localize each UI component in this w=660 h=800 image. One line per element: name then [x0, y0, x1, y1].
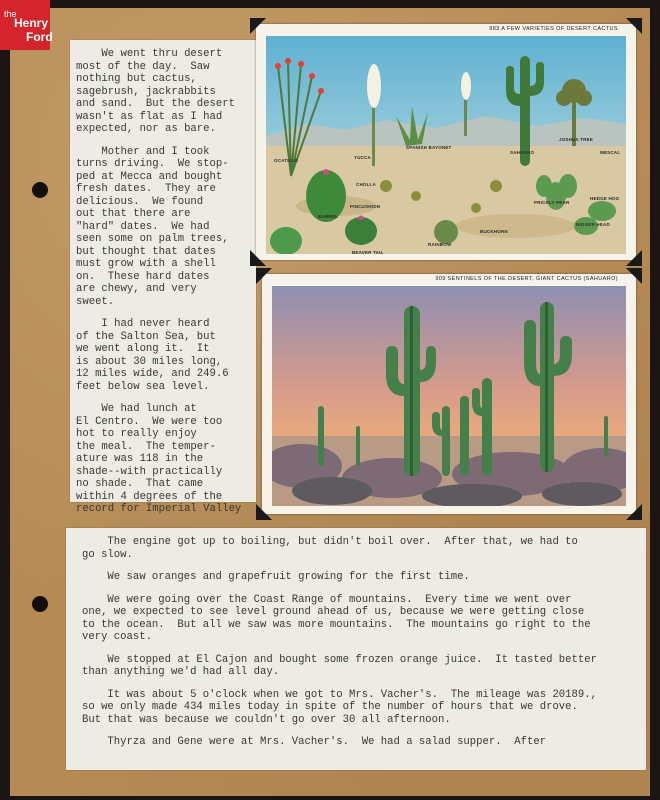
- label-sahuaro: SAHUARO: [510, 150, 535, 155]
- photo-corner: [250, 18, 266, 34]
- logo-text-the: the: [4, 9, 17, 19]
- label-hedge-hog: HEDGE HOG: [590, 196, 620, 201]
- photo-corner: [256, 268, 272, 284]
- label-beaver-tail: BEAVER TAIL: [352, 250, 384, 255]
- postcard-desert-cactus: [256, 24, 636, 260]
- note-paragraph: We went thru desert most of the day. Saw nothing but cactus, sagebrush, jackrabbits and sand. But the desert wasn't as flat as I had expected, nor as bare.: [76, 48, 235, 135]
- note-paragraph: Thyrza and Gene were at Mrs. Vacher's. We had a salad supper. After: [82, 736, 547, 748]
- henry-ford-logo: [0, 0, 53, 50]
- note-paragraph: Mother and I took turns driving. We stop- ped at Mecca and bought fresh dates. They are delicious. We found out that there are "hard" dates. We had seen some on palm trees, but thought that dates must grow with a shell on. These hard dates are chewy, and very sweet.: [76, 145, 229, 308]
- label-buckhorn: BUCKHORN: [480, 229, 508, 234]
- postcard-sentinels-of-the-desert: [262, 274, 636, 514]
- logo-text-ford: Ford: [26, 30, 53, 44]
- label-prickly-pear: PRICKLY PEAR: [534, 200, 570, 205]
- typed-note-left: [70, 40, 256, 515]
- label-cholla: CHOLLA: [356, 182, 376, 187]
- note-paragraph: We had lunch at El Centro. We were too hot to really enjoy the meal. The temper- ature was 118 in the shade--with practically no shade. That came within 4 degrees of the record for Imperial Valley: [76, 403, 242, 515]
- label-joshua-tree: JOSHUA TREE: [559, 137, 594, 142]
- note-paragraph: It was about 5 o'clock when we got to Mrs. Vacher's. The mileage was 20189., so we only made 434 miles today in spite of the number of hours that we drove. But that was because we couldn't go over 30 all afternoon.: [82, 688, 597, 726]
- photo-corner: [626, 250, 642, 266]
- label-barrel: BARREL: [318, 214, 338, 219]
- note-paragraph: The engine got up to boiling, but didn't boil over. After that, we had to go slow.: [82, 536, 578, 561]
- note-paragraph: We were going over the Coast Range of mountains. Every time we went over one, we expected to see level ground ahead of us, because we were getting close to the ocean. But all we saw was more mountains. The mountains go right to the very coast.: [82, 593, 591, 643]
- binder-hole-bottom: [32, 596, 48, 612]
- label-nigger-head: NIGGER HEAD: [576, 222, 610, 227]
- label-spanish-bayonet: SPANISH BAYONET: [406, 145, 452, 150]
- label-ocatillo: OCATILLO: [274, 158, 299, 163]
- note-paragraph: We stopped at El Cajon and bought some frozen orange juice. It tasted better than anything we'd had all day.: [82, 653, 597, 678]
- photo-corner: [256, 504, 272, 520]
- label-pincushion: PINCUSHION: [350, 204, 381, 209]
- postcard-caption: 909 SENTINELS OF THE DESERT, GIANT CACTUS (SAHUARO): [435, 276, 618, 282]
- photo-corner: [626, 18, 642, 34]
- photo-corner: [626, 268, 642, 284]
- label-rainbow: RAINBOW: [428, 242, 452, 247]
- photo-corner: [250, 250, 266, 266]
- note-paragraph: I had never heard of the Salton Sea, but we went along it. It is about 30 miles long, 12 miles wide, and 249.6 feet below sea level.: [76, 318, 229, 393]
- binder-hole-top: [32, 182, 48, 198]
- logo-text-henry: Henry: [14, 16, 49, 30]
- giant-saguaro-illustration: [272, 286, 626, 506]
- typed-note-bottom: [66, 528, 646, 770]
- note-paragraph: We saw oranges and grapefruit growing for the first time.: [82, 571, 470, 583]
- postcard-caption: 883 A FEW VARIETIES OF DESERT CACTUS: [489, 26, 618, 32]
- label-yucca: YUCCA: [354, 155, 372, 160]
- photo-corner: [626, 504, 642, 520]
- label-mescal: MESCAL: [600, 150, 621, 155]
